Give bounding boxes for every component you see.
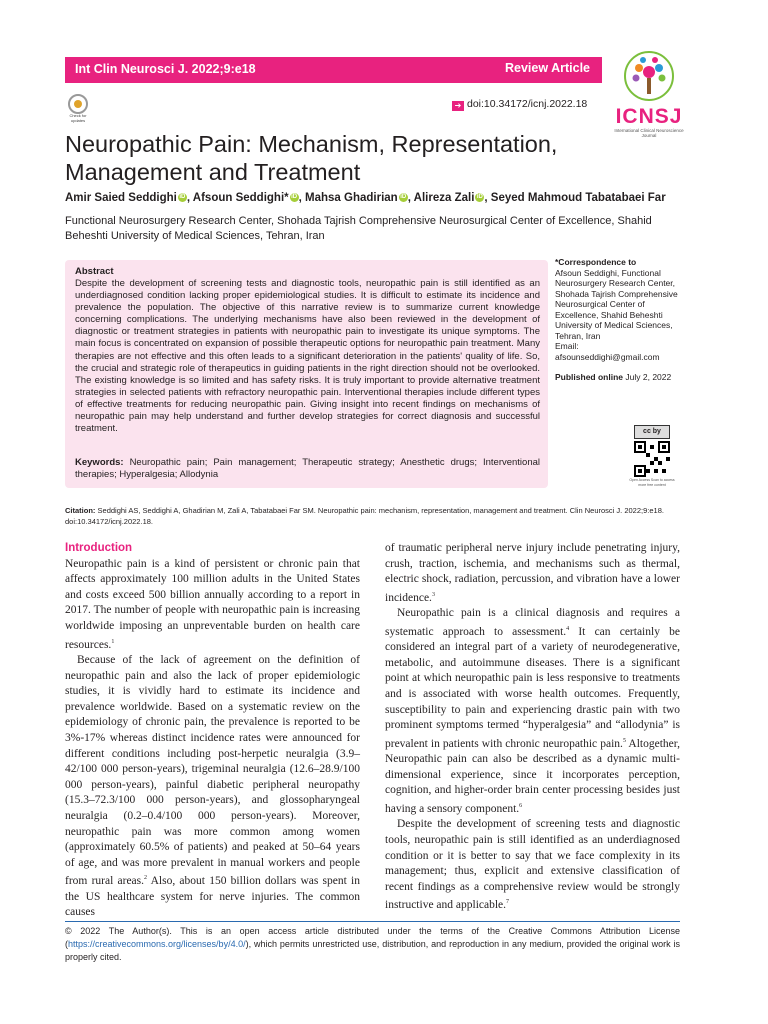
check-for-updates-button[interactable] [66, 94, 90, 124]
citation-label: Citation: [65, 506, 96, 515]
doi-arrow-icon: ➔ [452, 101, 464, 111]
section-heading-introduction: Introduction [65, 542, 133, 554]
correspondence-heading: *Correspondence to [555, 257, 637, 267]
paragraph: Despite the development of screening tests and diagnostic tools, neuropathic pain is still identified as an underdiagnosed condition or it is better to say that we face complexity in its management; thus, explicit and extensive classification of recent findings as a comprehensive review would be strongly instructive and applicable.$^7$ [385, 818, 680, 912]
body-column-right [385, 541, 680, 914]
tree-logo-icon [619, 50, 679, 106]
published-date [555, 372, 671, 382]
doi-text: doi:10.34172/icnj.2022.18 [467, 98, 588, 110]
article-title: Neuropathic Pain: Mechanism, Representation, Management and Treatment [65, 131, 558, 185]
correspondence-email[interactable]: Email: afsounseddighi@gmail.com [555, 341, 660, 362]
check-updates-icon [68, 94, 88, 114]
paragraph: Neuropathic pain is a clinical diagnosis and requires a systematic approach to assessment.$^4$ It can certainly be considered an integral part of a variety of neurodegenerative, metabolic, and autoimmune diseases. There is a significant point at which neuropathic pain is less responsive to treatments and is associated with worse health outcomes. Frequently, susceptibility to pain and experiencing drastic pain with two prominent symptoms termed “hyperalgesia” and “allodynia” is prevalent in patients with chronic neuropathic pain.$^5$ Altogether, Neuropathic pain can also be described as a dynamic multi-dimensional experience, since it incorporates perception, cognition, and higher-order brain center processing besides just having a sensory component.$^6$ [385, 607, 680, 815]
cc-license-badge[interactable]: cc by [634, 425, 670, 439]
check-updates-label: Check for updates [69, 113, 87, 123]
journal-logo [614, 50, 684, 136]
abstract-heading: Abstract [75, 266, 114, 277]
orcid-icon[interactable]: iD [291, 194, 298, 200]
correspondence-body: Afsoun Seddighi, Functional Neurosurgery Research Center, Shohada Tajrish Comprehensive Neurosurgical Center of Excellence, Shahid Beheshti University of Medical Sciences, Tehran, Iran [555, 267, 678, 341]
keywords-label: Keywords: [75, 457, 124, 468]
published-value: July 2, 2022 [625, 372, 672, 382]
body-column-left [65, 541, 360, 921]
qr-caption: Open Access Scan to access more free content [629, 478, 675, 487]
journal-citation: Int Clin Neurosci J. 2022;9:e18 [75, 62, 256, 76]
citation-line [65, 505, 690, 527]
corresponding-mark: * [284, 192, 289, 204]
keywords [75, 457, 540, 481]
author-list: Amir Saied Seddighi iD , Afsoun Seddighi* iD , Mahsa Ghadirian iD , Alireza Zali iD , Seyed Mahmoud Tabatabaei Far [65, 192, 666, 204]
paragraph: Neuropathic pain is a kind of persistent or chronic pain that affects approximately 100 million adults in the United States and costs exceed 500 billion annually according to a report in 2017. The number of people with neuropathic pain is increasing worldwide imposing an unpreventable burden on health care resources.$^1$ [65, 557, 360, 651]
article-type: Review Article [505, 61, 590, 75]
paragraph: Because of the lack of agreement on the definition of neuropathic pain and also the lack of proper epidemiologic studies, it is vividly hard to estimate its incidence and prevalence worldwide. Based on a systematic review on the epidemiology of chronic pain, the prevalence is reported to be 3%-17% whereas distinct incidence rates were announced for different conditions including post-herpetic neuralgia (3.9–42/100 000 person-years), trigeminal neuralgia (12.6–28.9/100 000 person-years), painful diabetic peripheral neuropathy (15.3–72.3/100 000 person-years), and glossopharyngeal neuralgia (0.2–0.4/100 000 person-years). Moreover, neuropathic pain was more common among women (approximately 60.5% of patients) and peaked at 50–64 years of age, and was more prevalent in manual workers and people from rural areas.$^2$ Also, about 150 billion dollars was spent in the US healthcare system for nerve injuries. The common causes [65, 653, 361, 919]
qr-code-icon[interactable] [634, 441, 670, 477]
orcid-icon[interactable]: iD [400, 194, 407, 200]
correspondence-block [555, 257, 685, 362]
footer-divider [65, 921, 680, 922]
doi-link[interactable] [452, 98, 587, 111]
orcid-icon[interactable]: iD [476, 194, 483, 200]
published-label: Published online [555, 372, 624, 382]
author-name: Seyed Mahmoud Tabatabaei Far [490, 192, 666, 204]
abstract-text: Despite the development of screening tests and diagnostic tools, neuropathic pain is still identified as an underdiagnosed condition lacking proper epidemiological studies. It is difficult to estimate its incidence and prevalence the population. The objective of this narrative review is to summarize current knowledge concerning complications. The underlying mechanisms have also been reviewed in the development of diagnostic or treatment strategies in patients with neuropathic pain to investigate its unique symptoms. The main focus is concentrated on expansion of possible therapeutic options for neuropathic pain treatment. Many therapies are not effective and this often leads to a significant deterioration in the patients' quality of life. So, the crucial and strategic role of therapeutics in guiding patients in the right direction should not be overlooked. The existing knowledge is so limited and has safety risks. It is truly important to provide alternative treatment strategies in selected patients with refractory neuropathic pain. Interventional therapies include different types of effective treatments for reducing neuropathic pain. Giving insight into recent findings on mechanisms of neuropathic pain may help understand and further develop strategies for correct diagnosis and successful treatment. [75, 278, 540, 435]
license-link[interactable]: https://creativecommons.org/licenses/by/4.0/ [68, 939, 246, 949]
journal-brand-subtitle: International Clinical Neuroscience Journal [614, 128, 684, 138]
abstract-box [65, 260, 548, 488]
journal-header-bar [65, 57, 602, 83]
journal-brand: ICNSJ [615, 105, 683, 128]
paragraph: of traumatic peripheral nerve injury include penetrating injury, crush, traction, ischemia, and mechanisms such as thermal, electric shock, radiation, percussion, and vibration have a lower incidence.$^3$ [385, 542, 680, 604]
affiliation: Functional Neurosurgery Research Center, Shohada Tajrish Comprehensive Neurosurgical Center of Excellence, Shahid Beheshti University of Medical Sciences, Tehran, Iran [65, 215, 652, 242]
author-name: Mahsa Ghadirian [305, 192, 398, 204]
author-name: Alireza Zali [413, 192, 475, 204]
author-name: Amir Saied Seddighi [65, 192, 177, 204]
keywords-text: Neuropathic pain; Pain management; Therapeutic strategy; Anesthetic drugs; Interventional therapies; Hyperalgesia; Allodynia [75, 457, 541, 481]
citation-text: Seddighi AS, Seddighi A, Ghadirian M, Zali A, Tabatabaei Far SM. Neuropathic pain: mechanism, representation, management and treatment. Clin Neurosci J. 2022;9:e18. doi:10.34172/icnj.2022.18. [65, 506, 664, 526]
author-name: Afsoun Seddighi [192, 192, 285, 204]
license-footer: © 2022 The Author(s). This is an open access article distributed under the terms of the Creative Commons Attribution License (https://creativecommons.org/licenses/by/4.0/), which permits unrestricted use, distribution, and reproduction in any medium, provided the original work is properly cited. [65, 926, 680, 962]
orcid-icon[interactable]: iD [179, 194, 186, 200]
